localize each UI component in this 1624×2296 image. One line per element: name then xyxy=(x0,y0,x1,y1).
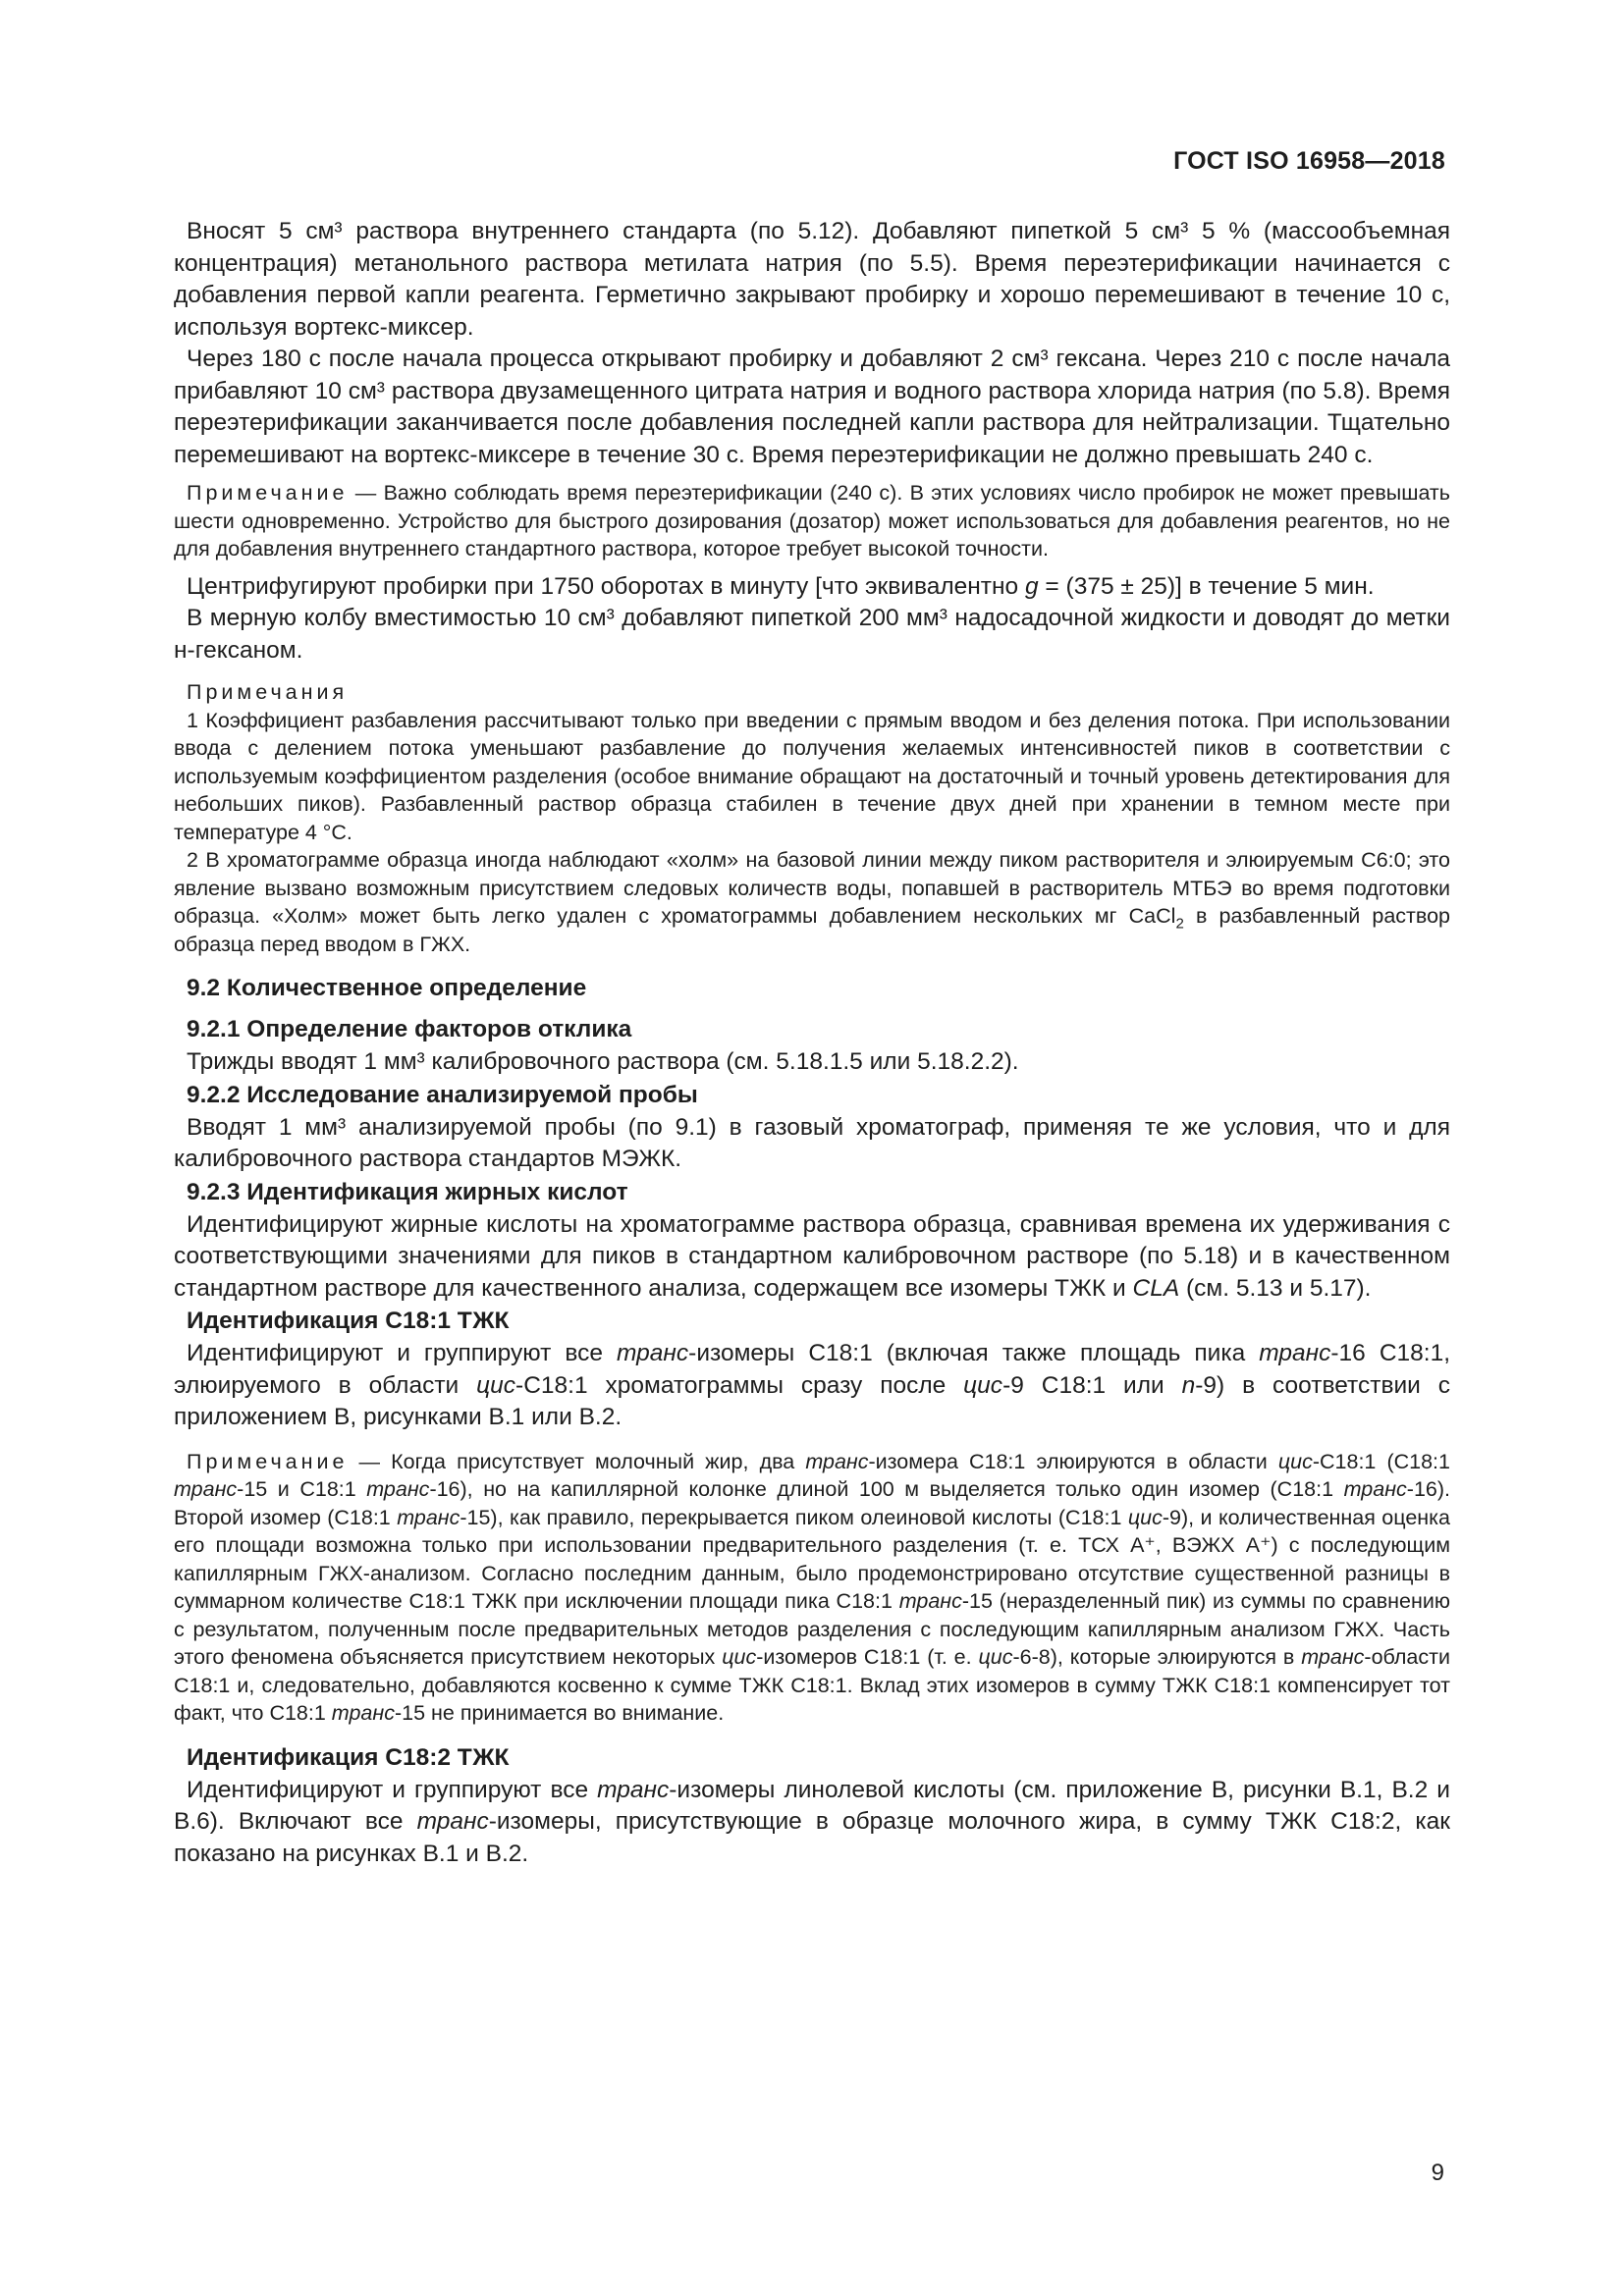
paragraph-hexane: Через 180 с после начала процесса открывают пробирку и добавляют 2 см³ гексана. Через 210 с после начала прибавляют 10 см³ раствора двузамещенного цитрата натрия и водного раствора хлорида натрия (по 5.8). Время переэтерификации заканчивается после добавления последней капли раствора для нейтрализации. Тщательно перемешивают на вортекс-миксере в течение 30 с. Время переэтерификации не должно превышать 240 с. xyxy=(174,346,1450,468)
subheading-c18-2: Идентификация С18:2 ТЖК xyxy=(187,1743,510,1771)
note-transesterification-time: Примечание — Важно соблюдать время переэтерификации (240 с). В этих условиях число пробирок не может превышать шести одновременно. Устройство для быстрого дозирования (дозатор) может использоваться для добавления реагентов, но не для добавления внутреннего стандартного раствора, которое требует высокой точности. xyxy=(174,481,1450,561)
paragraph-9-2-1: Трижды вводят 1 мм³ калибровочного раствора (см. 5.18.1.5 или 5.18.2.2). xyxy=(187,1048,1019,1075)
section-heading-9-2-2: 9.2.2 Исследование анализируемой пробы xyxy=(187,1081,698,1108)
paragraph-volumetric-flask: В мерную колбу вместимостью 10 см³ добавляют пипеткой 200 мм³ надосадочной жидкости и доводят до метки н-гексаном. xyxy=(174,605,1450,664)
subheading-c18-1: Идентификация С18:1 ТЖК xyxy=(187,1308,510,1334)
paragraph-c18-1: Идентифицируют и группируют все транс-изомеры С18:1 (включая также площадь пика транс-16 С18:1, элюируемого в области цис-С18:1 хроматограммы сразу после цис-9 С18:1 или n-9) в соответствии с приложением В, рисунками В.1 или В.2. xyxy=(174,1340,1450,1430)
note-item-2: 2 В хроматограмме образца иногда наблюдают «холм» на базовой линии между пиком растворителя и элюируемым С6:0; это явление вызвано возможным присутствием следовых количеств воды, попавшей в растворитель МТБЭ во время подготовки образца. «Холм» может быть легко удален с хроматограммы добавлением нескольких мг CaCl$_2$ в разбавленный раствор образца перед вводом в ГЖХ. xyxy=(174,848,1450,956)
document-body xyxy=(174,216,1450,1870)
note-item-1: 1 Коэффициент разбавления рассчитывают только при введении с прямым вводом и без деления потока. При использовании ввода с делением потока уменьшают разбавление до получения желаемых интенсивностей пиков в соответствии с используемым коэффициентом разделения (особое внимание обращают на достаточный и точный уровень детектирования для небольших пиков). Разбавленный раствор образца стабилен в течение двух дней при хранении в темном месте при температуре 4 °С. xyxy=(174,708,1450,844)
notes-title: Примечания xyxy=(187,680,349,704)
document-header: ГОСТ ISO 16958—2018 xyxy=(1173,147,1445,175)
paragraph-sample-prep: Вносят 5 см³ раствора внутреннего стандарта (по 5.12). Добавляют пипеткой 5 см³ 5 % (массообъемная концентрация) метанольного раствора метилата натрия (по 5.5). Время переэтерификации начинается с добавления первой капли реагента. Герметично закрывают пробирку и хорошо перемешивают в течение 10 с, используя вортекс-миксер. xyxy=(174,218,1450,341)
section-heading-9-2-1: 9.2.1 Определение факторов отклика xyxy=(187,1016,632,1042)
page-number: 9 xyxy=(1431,2160,1444,2186)
paragraph-9-2-2: Вводят 1 мм³ анализируемой пробы (по 9.1) в газовый хроматограф, применяя те же условия, что и для калибровочного раствора стандартов МЭЖК. xyxy=(174,1113,1450,1172)
section-heading-9-2-3: 9.2.3 Идентификация жирных кислот xyxy=(187,1178,628,1205)
section-heading-9-2: 9.2 Количественное определение xyxy=(187,975,587,1001)
paragraph-c18-2: Идентифицируют и группируют все транс-изомеры линолевой кислоты (см. приложение В, рисунки В.1, В.2 и В.6). Включают все транс-изомеры, присутствующие в образце молочного жира, в сумму ТЖК С18:2, как показано на рисунках В.1 и В.2. xyxy=(174,1776,1450,1867)
paragraph-centrifuge: Центрифугируют пробирки при 1750 оборотах в минуту [что эквивалентно g = (375 ± 25)] в течение 5 мин. xyxy=(187,572,1375,600)
note-milk-fat-isomers: Примечание — Когда присутствует молочный жир, два транс-изомера С18:1 элюируются в области цис-С18:1 (С18:1 транс-15 и С18:1 транс-16), но на капиллярной колонке длиной 100 м выделяется только один изомер (С18:1 транс-16). Второй изомер (С18:1 транс-15), как правило, перекрывается пиком олеиновой кислоты (С18:1 цис-9), и количественная оценка его площади возможна только при использовании предварительного разделения (т. е. ТСХ А⁺, ВЭЖХ А⁺) с последующим капиллярным ГЖХ-анализом. Согласно последним данным, было продемонстрировано отсутствие существенной разницы в суммарном количестве С18:1 ТЖК при исключении площади пика С18:1 транс-15 (неразделенный пик) из суммы по сравнению с результатом, полученным после предварительных методов разделения с последующим капиллярным анализом ГЖХ. Часть этого феномена объясняется присутствием некоторых цис-изомеров С18:1 (т. е. цис-6-8), которые элюируются в транс-области С18:1 и, следовательно, добавляются косвенно к сумме ТЖК С18:1. Вклад этих изомеров в сумму ТЖК С18:1 компенсирует тот факт, что С18:1 транс-15 не принимается во внимание. xyxy=(174,1449,1450,1725)
paragraph-9-2-3: Идентифицируют жирные кислоты на хроматограмме раствора образца, сравнивая времена их удерживания с соответствующими значениями для пиков в стандартном калибровочном растворе (по 5.18) и в качественном стандартном растворе для качественного анализа, содержащем все изомеры ТЖК и CLA (см. 5.13 и 5.17). xyxy=(174,1210,1450,1302)
